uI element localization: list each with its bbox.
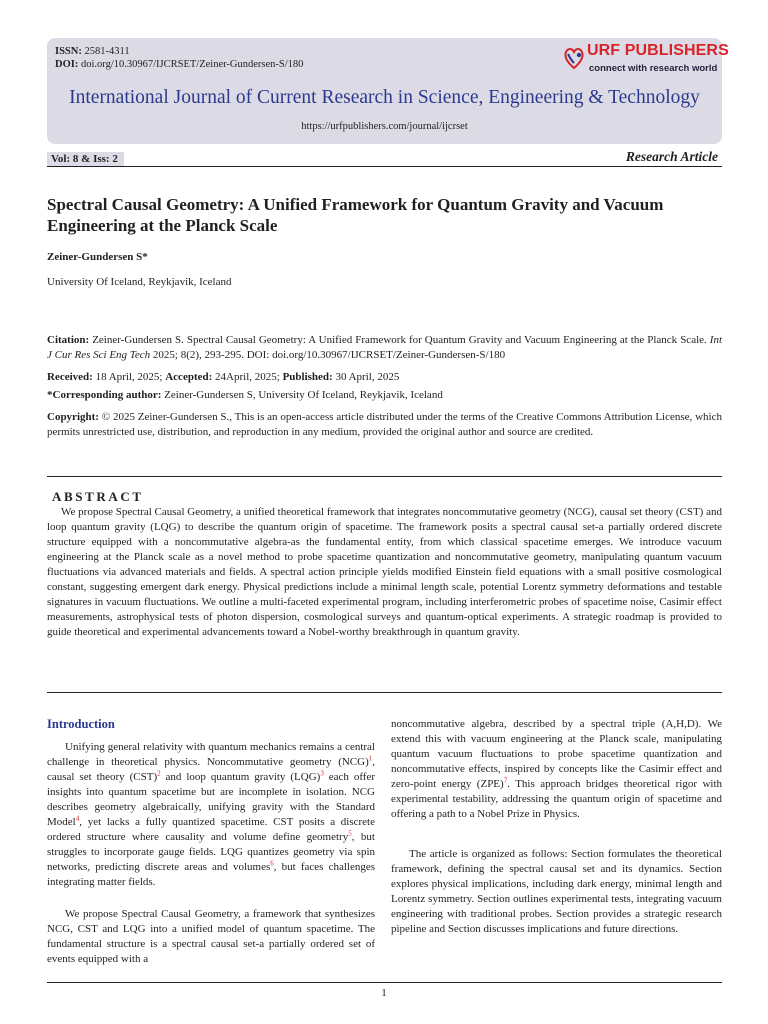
journal-url[interactable]: https://urfpublishers.com/journal/ijcrset [301,121,468,132]
text-run: , but faces challenges integrating matter fields. [47,861,375,888]
publisher-tagline: connect with research world [589,63,718,74]
text-run: and loop quantum gravity (LQG) [160,771,321,783]
issn-value: 2581-4311 [84,46,130,57]
reference-marker[interactable]: 1 [368,754,373,763]
citation-label: Citation: [47,334,90,346]
abstract-top-rule [47,476,722,477]
reference-marker[interactable]: 5 [348,829,352,838]
text-run: each offer insights into quantum spacetime but are incomplete in isolation. NCG describes geometry algebraically, unifying gravity with the Standard Model [47,771,375,828]
text-run: , yet lacks a fully quantized spacetime. CST posits a discrete ordered structure where causality and volume define geometry [47,816,375,843]
corresponding-label: *Corresponding author: [47,389,162,401]
copyright [47,410,722,440]
publisher-logo-icon [563,44,585,70]
reference-marker[interactable]: 2 [157,769,161,778]
corresponding-author [47,388,722,403]
citation [47,333,722,363]
text-run: , causal set theory (CST) [47,756,375,783]
text-run: Unifying general relativity with quantum mechanics remains a central challenge in theoretical physics. Noncommutative geometry (NCG) [47,741,375,768]
volume-label: Vol: 8 & Iss: 2 [51,153,118,165]
citation-text: Zeiner-Gundersen S. Spectral Causal Geometry: A Unified Framework for Quantum Gravity and Vacuum Engineering at the Planck Scale. [92,334,707,346]
received-label: Received: [47,371,93,383]
text-run: noncommutative algebra, described by a spectral triple (A,H,D). We extend this with vacuum engineering at the Planck scale, manipulating quantum vacuum fluctuations to probe spacetime quantization and noncommutative effects, inspired by concepts like the Casimir effect and zero-point energy (ZPE) [391,718,722,790]
abstract-body: We propose Spectral Causal Geometry, a unified theoretical framework that integrates noncommutative geometry (NCG), causal set theory (CST) and loop quantum gravity (LQG) to describe the quantum origin of spacetime. The framework posits a spectral causal set-a partially ordered discrete structure equipped with a noncommutative algebra-as the fundamental entity, from which classical spacetime emerges. We introduce vacuum engineering at the Planck scale as a novel method to probe spacetime quantization and noncommutative geometry, manipulating quantum vacuum fluctuations via advanced materials and fields. A spectral action principle yields modified Einstein field equations with a small positive cosmological constant, suggesting emergent dark energy. Physical predictions include a minimal length scale, potential Lorentz symmetry deformations and testable signatures in vacuum fluctuations. We outline a multi-faceted experimental program, including interferometric probes of spacetime noise, Casimir effect measurements, astrophysical tests of photon dispersion, cosmological surveys and quantum-optical experiments. A strategic roadmap is provided to guide theoretical and experimental advancements toward a Nobel-worthy breakthrough in quantum gravity. [47,506,722,638]
intro-paragraph-1 [47,740,375,890]
accepted-label: Accepted: [165,371,213,383]
author-affiliation: University Of Iceland, Reykjavik, Iceland [47,276,232,288]
doi-value[interactable]: doi.org/10.30967/IJCRSET/Zeiner-Gundersen-S/180 [80,59,304,70]
issn-doi-block [55,45,303,71]
section-heading-introduction: Introduction [47,717,115,731]
reference-marker[interactable]: 6 [270,859,274,868]
abstract-heading: ABSTRACT [52,489,144,504]
received-date: 18 April, 2025; [95,371,163,383]
page-number: 1 [381,987,387,999]
corresponding-value: Zeiner-Gundersen S, University Of Iceland, Reykjavik, Iceland [164,389,443,401]
dates-line [47,370,722,385]
intro-paragraph-2: We propose Spectral Causal Geometry, a framework that synthesizes NCG, CST and LQG into a unified model of quantum spacetime. The fundamental structure is a spectral causal set-a partially ordered set of events equipped with a [47,908,375,965]
copyright-text: © 2025 Zeiner-Gundersen S., This is an open-access article distributed under the terms of the Creative Commons Attribution License, which permits unrestricted use, distribution, and reproduction in any medium, provided the original author and source are credited. [47,411,722,438]
intro-paragraph-4: The article is organized as follows: Section formulates the theoretical framework, defining the spectral causal set and its dynamics. Section explores physical implications, including dark energy, minimal length and Lorentz symmetry. Section outlines experimental tests, integrating vacuum engineering with traditional probes. Section provides a strategic research pipeline and Section discusses implications and future directions. [391,848,722,935]
footer-rule [47,982,722,983]
published-date: 30 April, 2025 [335,371,400,383]
reference-marker[interactable]: 7 [503,776,508,785]
accepted-date: 24April, 2025; [215,371,280,383]
reference-marker[interactable]: 3 [320,769,324,778]
header-divider [47,166,722,167]
paper-title: Spectral Causal Geometry: A Unified Framework for Quantum Gravity and Vacuum Engineering at the Planck Scale [47,195,664,235]
citation-details: 2025; 8(2), 293-295. DOI: doi.org/10.30967/IJCRSET/Zeiner-Gundersen-S/180 [152,349,506,361]
citation-journal: Int J Cur Res Sci Eng Tech [47,334,723,361]
intro-paragraph-3 [391,717,722,822]
text-run: , but struggles to incorporate gauge fields. LQG quantizes geometry via spin networks, predicting discrete areas and volumes [47,831,375,873]
publisher-name: URF PUBLISHERS [587,42,729,59]
copyright-label: Copyright: [47,411,99,423]
publisher-logo[interactable] [563,42,729,78]
abstract-bottom-rule [47,692,722,693]
volume-issue [47,152,124,166]
doi-label: DOI: [55,59,79,70]
author-name: Zeiner-Gundersen S* [47,251,148,263]
issn-label: ISSN: [55,46,82,57]
article-type: Research Article [625,149,718,164]
journal-title: International Journal of Current Research in Science, Engineering & Technology [69,87,700,108]
text-run: . This approach bridges theoretical rigor with experimental testability, addressing the quantum origin of spacetime and offering a path to a Nobel Prize in Physics. [391,778,722,820]
reference-marker[interactable]: 4 [75,814,80,823]
published-label: Published: [282,371,333,383]
